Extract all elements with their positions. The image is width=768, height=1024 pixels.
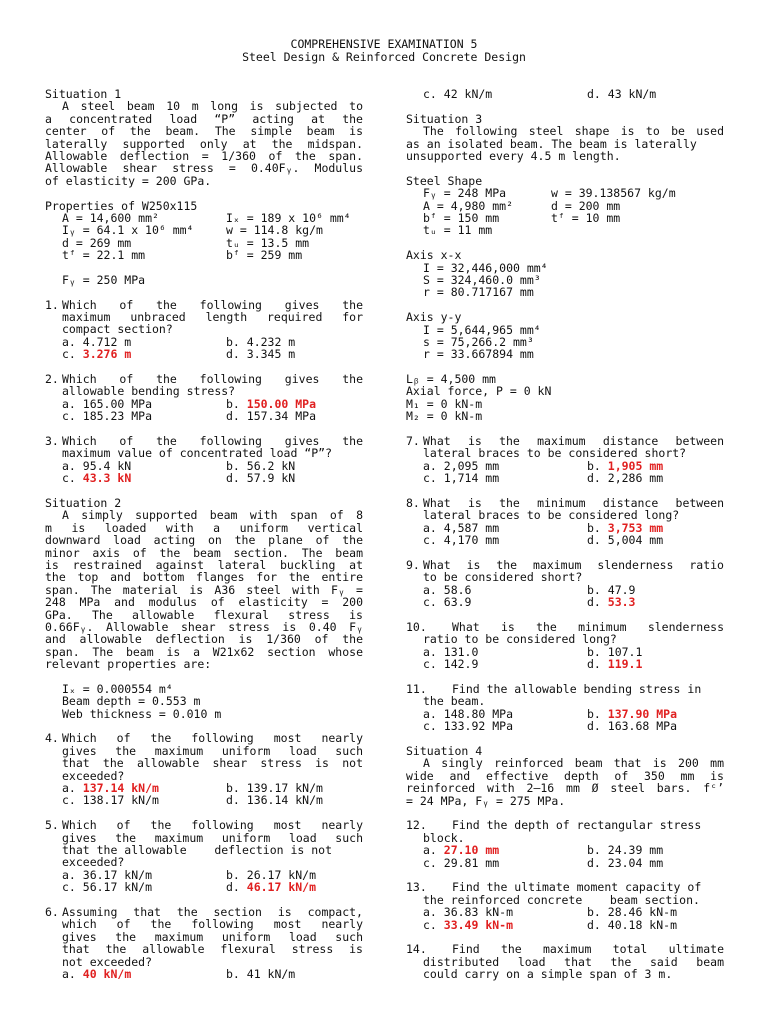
- option-b: b. 26.17 kN/m: [226, 867, 317, 882]
- shape-heading: Steel Shape: [406, 173, 483, 188]
- question-text: exceeded?: [62, 855, 125, 870]
- question-number: 5.: [45, 818, 59, 833]
- option-b: b. 139.17 kN/m: [226, 781, 323, 796]
- property: Web thickness = 0.010 m: [62, 706, 222, 721]
- option-b: b. 47.9: [587, 582, 636, 597]
- axis-heading: Axis y-y: [406, 310, 462, 325]
- question-7: [406, 435, 724, 485]
- question-text: which of the following most nearly: [62, 917, 363, 932]
- option-d: d. 43 kN/m: [587, 87, 657, 101]
- question-text: lateral braces to be considered long?: [423, 508, 680, 523]
- property: d = 269 mm: [62, 235, 132, 250]
- property: w = 39.138567 kg/m: [551, 186, 676, 201]
- correct-answer: 43.3 kN: [82, 471, 132, 486]
- situation-text: A steel beam 10 m long is subjected to: [62, 99, 363, 114]
- axis-x: [406, 249, 724, 299]
- option-d: d. 3.345 m: [226, 347, 296, 362]
- question-number: 9.: [406, 557, 420, 572]
- option-d: d. 119.1: [587, 657, 643, 672]
- question-10: [406, 621, 724, 671]
- option-c: c. 29.81 mm: [423, 855, 500, 870]
- question-number: 4.: [45, 731, 59, 746]
- situation-text: span. The material is A36 steel with Fᵧ =: [45, 582, 363, 597]
- situation-text: center of the beam. The simple beam is: [45, 124, 363, 139]
- property: I = 32,446,000 mm⁴: [423, 260, 548, 275]
- question-text: lateral braces to be considered short?: [423, 446, 687, 461]
- property: tᵤ = 11 mm: [423, 223, 493, 238]
- option-a: a. 4.712 m: [62, 334, 132, 349]
- correct-answer: 1,905 mm: [607, 458, 664, 473]
- option-c: c. 142.9: [423, 657, 479, 672]
- property: I = 5,644,965 mm⁴: [423, 322, 541, 337]
- question-text: that the allowable shear stress is not: [62, 756, 363, 771]
- property: Fᵧ = 250 MPa: [62, 272, 146, 287]
- question-4: [45, 732, 363, 806]
- question-number: 14.: [406, 942, 427, 957]
- left-column: [45, 88, 363, 980]
- situation-text: of elasticity = 200 GPa.: [45, 173, 212, 188]
- question-text: allowable bending stress?: [62, 384, 236, 399]
- question-text: Which of the following gives the: [62, 297, 363, 312]
- question-text: that the allowable flexural stress is: [62, 942, 363, 957]
- question-6: [45, 906, 363, 980]
- question-text: Which of the following gives the: [62, 372, 363, 387]
- property: A = 14,600 mm²: [62, 210, 159, 225]
- question-1: [45, 299, 363, 361]
- property: Fᵧ = 248 MPa: [423, 186, 507, 201]
- question-text: What is the maximum distance between: [423, 434, 724, 449]
- situation-text: a concentrated load “P” acting at the: [45, 111, 363, 126]
- question-text: could carry on a simple span of 3 m.: [423, 967, 673, 982]
- question-8: [406, 497, 724, 547]
- question-text: Find the maximum total ultimate: [452, 942, 724, 957]
- option-b: b. 28.46 kN-m: [587, 905, 678, 920]
- option-a: a. 148.80 MPa: [423, 706, 514, 721]
- properties-heading: Properties of W250x115: [45, 198, 198, 213]
- question-9: [406, 559, 724, 609]
- property: Iᵧ = 64.1 x 10⁶ mm⁴: [62, 223, 194, 238]
- question-6-continued: [406, 88, 724, 100]
- situation-text: laterally supported only at the midspan.: [45, 136, 363, 151]
- question-text: distributed load that the said beam: [423, 954, 724, 969]
- option-a: a. 36.17 kN/m: [62, 867, 153, 882]
- axis-heading: Axis x-x: [406, 248, 462, 263]
- question-text: Find the depth of rectangular stress: [452, 818, 702, 833]
- loads: [406, 373, 724, 423]
- option-c: c. 1,714 mm: [423, 471, 500, 486]
- question-number: 1.: [45, 297, 59, 312]
- question-text: compact section?: [62, 322, 173, 337]
- question-text: Assuming that the section is compact,: [62, 905, 363, 919]
- correct-answer: 3,753 mm: [607, 520, 664, 535]
- option-b: b. 24.39 mm: [587, 843, 664, 858]
- situation-text: = 24 MPa, Fᵧ = 275 MPa.: [406, 793, 566, 808]
- option-d: d. 23.04 mm: [587, 855, 664, 870]
- option-d: d. 40.18 kN-m: [587, 917, 678, 932]
- option-d: d. 53.3: [587, 595, 636, 610]
- question-3: [45, 435, 363, 485]
- correct-answer: 119.1: [607, 657, 643, 672]
- property: M₂ = 0 kN-m: [406, 409, 483, 424]
- option-b: b. 3,753 mm: [587, 520, 664, 535]
- situation-text: Allowable deflection = 1/360 of the span.: [45, 148, 363, 163]
- correct-answer: 150.00 MPa: [246, 396, 317, 411]
- situation-text: as an isolated beam. The beam is laterally: [406, 136, 697, 151]
- situation-text: GPa. The allowable flexural stress is: [45, 607, 363, 622]
- property: r = 33.667894 mm: [423, 347, 534, 362]
- option-d: d. 136.14 kN/m: [226, 793, 323, 808]
- option-a: a. 4,587 mm: [423, 520, 500, 535]
- option-b: b. 107.1: [587, 644, 643, 659]
- question-text: Find the ultimate moment capacity of: [452, 880, 702, 895]
- question-text: gives the maximum uniform load such: [62, 743, 363, 758]
- question-text: the reinforced concrete beam section.: [423, 892, 700, 907]
- option-a: a. 2,095 mm: [423, 458, 500, 473]
- option-a: a. 95.4 kN: [62, 458, 132, 473]
- situation-text: relevant properties are:: [45, 657, 212, 672]
- property: Iₓ = 0.000554 m⁴: [62, 681, 173, 696]
- option-a: a. 40 kN/m: [62, 966, 132, 981]
- situation-text: 0.66Fᵧ. Allowable shear stress is 0.40 Fᵧ: [45, 619, 363, 634]
- option-b: b. 137.90 MPa: [587, 706, 678, 721]
- option-c: c. 63.9: [423, 595, 472, 610]
- question-text: gives the maximum uniform load such: [62, 830, 363, 845]
- option-c: c. 185.23 MPa: [62, 409, 153, 424]
- property: A = 4,980 mm²: [423, 198, 514, 213]
- property: tᵤ = 13.5 mm: [226, 235, 310, 250]
- situation-3: [406, 113, 724, 163]
- shape-table: [406, 187, 724, 237]
- correct-answer: 53.3: [607, 595, 636, 610]
- situation-heading: Situation 3: [406, 111, 483, 126]
- question-text: not exceeded?: [62, 954, 153, 969]
- situation-text: is restrained against lateral buckling at: [45, 558, 363, 572]
- option-a: a. 27.10 mm: [423, 843, 500, 858]
- option-c: c. 43.3 kN: [62, 471, 132, 486]
- option-a: a. 58.6: [423, 582, 472, 597]
- option-c: c. 3.276 m: [62, 347, 132, 362]
- question-text: gives the maximum uniform load such: [62, 929, 363, 944]
- question-number: 13.: [406, 880, 427, 895]
- option-d: d. 2,286 mm: [587, 471, 664, 486]
- property: M₁ = 0 kN-m: [406, 396, 483, 411]
- property: Axial force, P = 0 kN: [406, 384, 552, 399]
- properties-table: [45, 212, 363, 262]
- question-5: [45, 819, 363, 893]
- question-text: What is the minimum distance between: [423, 496, 724, 510]
- situation-text: downward load acting on the plane of the: [45, 533, 363, 548]
- option-b: b. 56.2 kN: [226, 458, 296, 473]
- correct-answer: 46.17 kN/m: [246, 880, 317, 895]
- property: Iₓ = 189 x 10⁶ mm⁴: [226, 210, 351, 225]
- option-a: a. 137.14 kN/m: [62, 781, 159, 796]
- situation-text: and allowable deflection is 1/360 of the: [45, 632, 363, 647]
- w250-properties: [45, 200, 363, 262]
- question-12: [406, 819, 724, 869]
- property: [551, 224, 724, 236]
- question-text: Which of the following most nearly: [62, 818, 363, 833]
- property: Lᵦ = 4,500 mm: [406, 372, 496, 387]
- option-c: c. 42 kN/m: [423, 87, 493, 101]
- w21-properties: [45, 683, 363, 720]
- question-number: 8.: [406, 496, 420, 510]
- situation-text: A simply supported beam with span of 8: [62, 508, 363, 523]
- question-11: [406, 683, 724, 733]
- question-number: 11.: [406, 681, 427, 696]
- question-text: Which of the following gives the: [62, 434, 363, 449]
- question-text: that the allowable deflection is not: [62, 843, 333, 858]
- option-c: c. 133.92 MPa: [423, 719, 514, 734]
- question-text: exceeded?: [62, 768, 125, 783]
- situation-text: minor axis of the beam section. The beam: [45, 545, 363, 560]
- option-b: b. 41 kN/m: [226, 966, 296, 981]
- question-number: 6.: [45, 905, 59, 919]
- option-d: d. 57.9 kN: [226, 471, 296, 486]
- question-text: to be considered short?: [423, 570, 583, 585]
- question-number: 2.: [45, 372, 59, 387]
- property: bᶠ = 259 mm: [226, 248, 303, 263]
- situation-text: The following steel shape is to be used: [423, 124, 724, 139]
- question-text: What is the minimum slenderness: [452, 619, 724, 634]
- question-text: maximum unbraced length required for: [62, 310, 363, 325]
- axis-y: [406, 311, 724, 361]
- correct-answer: 137.14 kN/m: [82, 781, 159, 796]
- situation-2: [45, 497, 363, 670]
- correct-answer: 27.10 mm: [443, 843, 500, 858]
- yield-stress: [45, 274, 363, 286]
- question-14: [406, 943, 724, 980]
- property: tᶠ = 22.1 mm: [62, 248, 146, 263]
- option-c: c. 33.49 kN-m: [423, 917, 514, 932]
- option-c: c. 138.17 kN/m: [62, 793, 159, 808]
- option-d: d. 163.68 MPa: [587, 719, 678, 734]
- situation-text: Allowable shear stress = 0.40Fᵧ. Modulus: [45, 161, 363, 176]
- situation-text: unsupported every 4.5 m length.: [406, 148, 621, 163]
- option-a: a. 131.0: [423, 644, 479, 659]
- situation-text: wide and effective depth of 350 mm is: [406, 768, 724, 783]
- option-d: d. 157.34 MPa: [226, 409, 317, 424]
- property: s = 75,266.2 mm³: [423, 334, 534, 349]
- correct-answer: 40 kN/m: [82, 966, 132, 981]
- property: S = 324,460.0 mm³: [423, 272, 541, 287]
- option-a: a. 36.83 kN-m: [423, 905, 514, 920]
- option-b: b. 1,905 mm: [587, 458, 664, 473]
- question-text: Which of the following most nearly: [62, 731, 363, 746]
- option-b: b. 4.232 m: [226, 334, 296, 349]
- option-b: b. 150.00 MPa: [226, 396, 317, 411]
- situation-heading: Situation 1: [45, 87, 122, 101]
- option-d: d. 5,004 mm: [587, 533, 664, 548]
- situation-text: 248 MPa and modulus of elasticity = 200: [45, 595, 363, 610]
- exam-header: [0, 38, 768, 64]
- situation-heading: Situation 2: [45, 496, 122, 511]
- situation-text: m is loaded with a uniform vertical: [45, 520, 363, 535]
- question-text: maximum value of concentrated load “P”?: [62, 446, 333, 461]
- steel-shape: [406, 175, 724, 237]
- correct-answer: 3.276 m: [82, 347, 132, 362]
- situation-text: span. The beam is a W21x62 section whose: [45, 644, 363, 659]
- right-column: [406, 88, 724, 981]
- property: tᶠ = 10 mm: [551, 210, 621, 225]
- situation-heading: Situation 4: [406, 743, 483, 758]
- question-number: 12.: [406, 818, 427, 833]
- situation-text: reinforced with 2–16 mm Ø steel bars. fᶜ’: [406, 781, 724, 796]
- situation-1: [45, 88, 363, 187]
- correct-answer: 33.49 kN-m: [443, 917, 514, 932]
- question-number: 7.: [406, 434, 420, 449]
- option-a: a. 165.00 MPa: [62, 396, 153, 411]
- situation-4: [406, 745, 724, 807]
- correct-answer: 137.90 MPa: [607, 706, 678, 721]
- option-c: c. 56.17 kN/m: [62, 880, 153, 895]
- property: w = 114.8 kg/m: [226, 223, 323, 238]
- question-text: ratio to be considered long?: [423, 632, 617, 647]
- question-text: the beam.: [423, 694, 486, 709]
- option-c: c. 4,170 mm: [423, 533, 500, 548]
- question-number: 3.: [45, 434, 59, 449]
- situation-text: A singly reinforced beam that is 200 mm: [423, 756, 724, 771]
- question-text: What is the maximum slenderness ratio: [423, 557, 724, 572]
- property: bᶠ = 150 mm: [423, 210, 500, 225]
- situation-text: the top and bottom flanges for the entire: [45, 570, 363, 585]
- question-13: [406, 881, 724, 931]
- property: d = 200 mm: [551, 198, 621, 213]
- question-text: block.: [423, 830, 465, 845]
- property: Beam depth = 0.553 m: [62, 694, 201, 709]
- exam-subtitle: Steel Design & Reinforced Concrete Design: [242, 50, 526, 64]
- question-2: [45, 373, 363, 423]
- property: r = 80.717167 mm: [423, 285, 534, 300]
- question-text: Find the allowable bending stress in: [452, 681, 702, 696]
- option-d: d. 46.17 kN/m: [226, 880, 317, 895]
- question-number: 10.: [406, 619, 427, 634]
- exam-title: COMPREHENSIVE EXAMINATION 5: [290, 37, 478, 51]
